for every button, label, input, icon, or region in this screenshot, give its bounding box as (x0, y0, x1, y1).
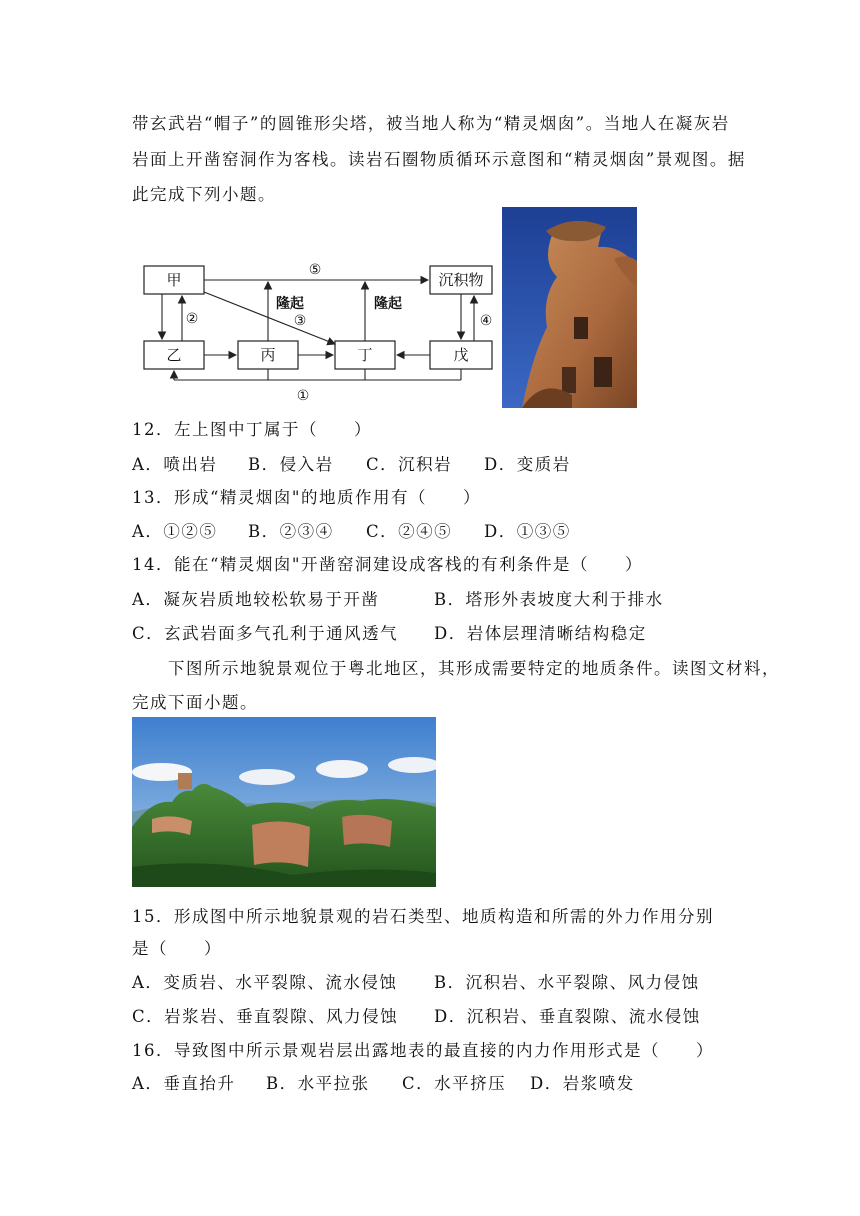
label-uplift-2: 隆起 (374, 296, 402, 312)
q14-option-c: C．玄武岩面多气孔利于通风透气 (132, 624, 399, 643)
node-jia: 甲 (166, 271, 182, 289)
question-15-stem-1: 15．形成图中所示地貌景观的岩石类型、地质构造和所需的外力作用分别 (132, 907, 714, 926)
intro2-line-2: 完成下面小题。 (132, 693, 258, 712)
q12-option-c: C．沉积岩 (366, 455, 453, 474)
node-sediment: 沉积物 (438, 271, 484, 289)
arrow-3 (204, 292, 335, 344)
q12-option-b: B．侵入岩 (248, 455, 334, 474)
node-ding: 丁 (357, 346, 373, 364)
q14-option-b: B．塔形外表坡度大利于排水 (434, 590, 664, 609)
q12-option-d: D．变质岩 (484, 455, 571, 474)
label-4: ④ (479, 313, 493, 329)
q15-option-b: B．沉积岩、水平裂隙、风力侵蚀 (434, 973, 700, 992)
q14-option-d: D．岩体层理清晰结构稳定 (434, 624, 647, 643)
q13-option-a: A．①②⑤ (132, 522, 218, 541)
question-12-stem: 12．左上图中丁属于（ ） (132, 420, 372, 439)
label-1: ① (296, 388, 310, 404)
question-14-stem: 14．能在“精灵烟囱"开凿窑洞建设成客栈的有利条件是（ ） (132, 555, 644, 574)
q16-option-c: C．水平挤压 (402, 1074, 507, 1093)
q15-option-d: D．沉积岩、垂直裂隙、流水侵蚀 (434, 1007, 701, 1026)
question-15-stem-2: 是（ ） (132, 939, 222, 958)
q14-option-a: A．凝灰岩质地较松软易于开凿 (132, 590, 380, 609)
q15-option-c: C．岩浆岩、垂直裂隙、风力侵蚀 (132, 1007, 399, 1026)
node-bing: 丙 (260, 346, 276, 364)
question-13-stem: 13．形成“精灵烟囱"的地质作用有（ ） (132, 488, 482, 507)
q13-option-d: D．①③⑤ (484, 522, 571, 541)
intro-line-1: 带玄武岩“帽子”的圆锥形尖塔，被当地人称为“精灵烟囱”。当地人在凝灰岩 (132, 114, 730, 133)
fairy-chimney-photo (502, 207, 637, 408)
q16-option-b: B．水平拉张 (266, 1074, 370, 1093)
node-wu: 戊 (453, 346, 469, 364)
intro2-line-1: 下图所示地貌景观位于粤北地区，其形成需要特定的地质条件。读图文材料， (132, 659, 780, 678)
rock-cycle-diagram (140, 258, 500, 408)
label-2: ② (185, 311, 199, 327)
q12-option-a: A．喷出岩 (132, 455, 218, 474)
q15-option-a: A．变质岩、水平裂隙、流水侵蚀 (132, 973, 398, 992)
danxia-landscape-photo (132, 717, 436, 887)
q16-option-a: A．垂直抬升 (132, 1074, 236, 1093)
q16-option-d: D．岩浆喷发 (530, 1074, 635, 1093)
label-5: ⑤ (308, 262, 322, 278)
q13-option-c: C．②④⑤ (366, 522, 453, 541)
q13-option-b: B．②③④ (248, 522, 334, 541)
label-3: ③ (293, 313, 307, 329)
node-yi: 乙 (166, 346, 182, 364)
intro-line-3: 此完成下列小题。 (132, 185, 276, 204)
label-uplift-1: 隆起 (276, 296, 304, 312)
intro-line-2: 岩面上开凿窑洞作为客栈。读岩石圈物质循环示意图和“精灵烟囱”景观图。据 (132, 150, 746, 169)
question-16-stem: 16．导致图中所示景观岩层出露地表的最直接的内力作用形式是（ ） (132, 1041, 714, 1060)
